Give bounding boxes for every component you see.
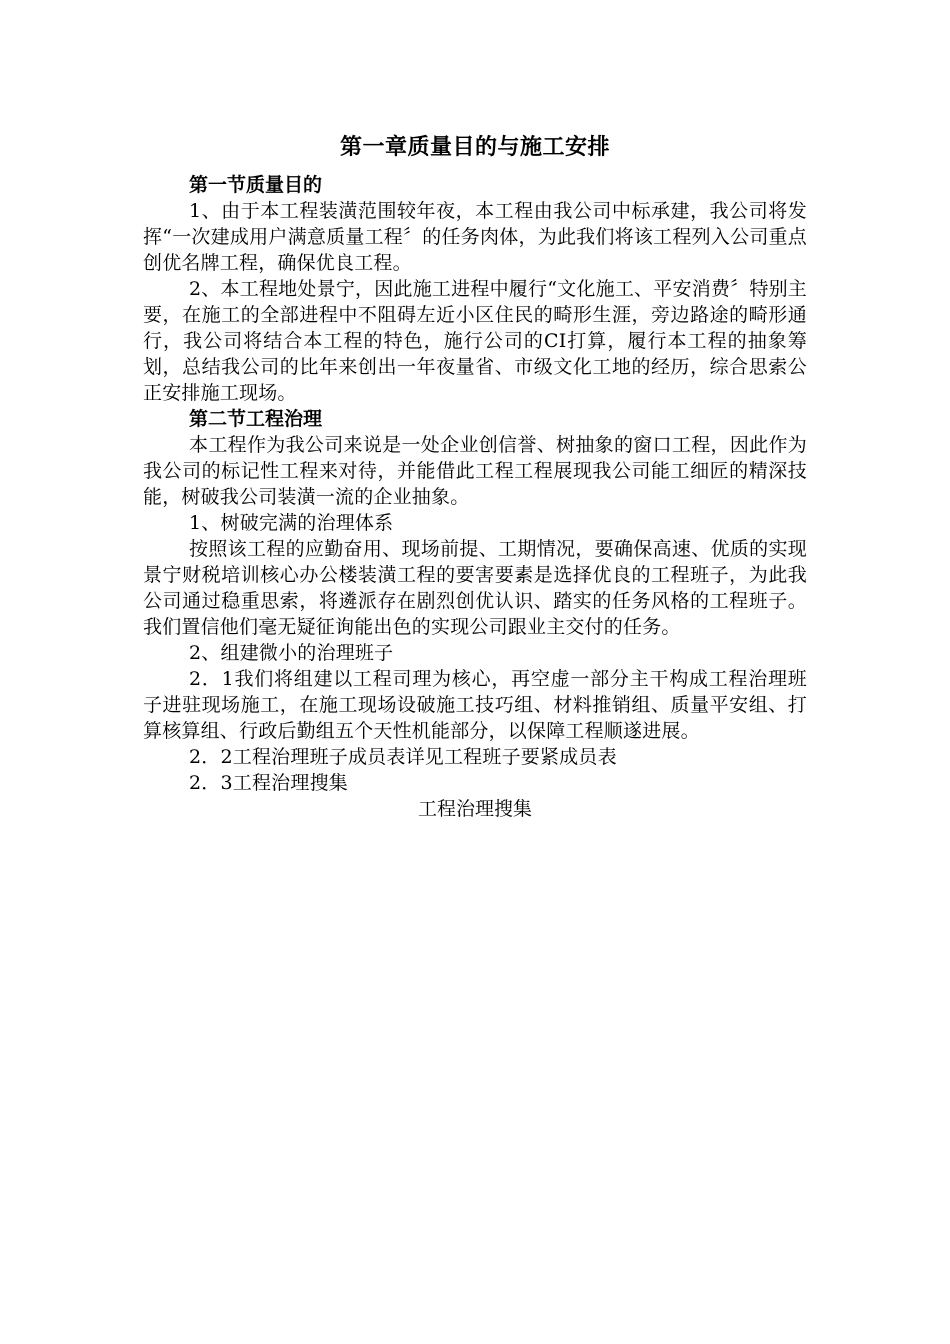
paragraph: 2．3工程治理搜集 bbox=[189, 772, 348, 794]
document-body bbox=[143, 132, 807, 822]
list-item-title: 2、组建微小的治理班子 bbox=[189, 642, 394, 664]
section-heading-quality-goal: 第一节质量目的 bbox=[189, 174, 323, 196]
list-item-title: 1、树破完满的治理体系 bbox=[189, 512, 394, 534]
figure-caption: 工程治理搜集 bbox=[417, 798, 532, 820]
paragraph: 2．2工程治理班子成员表详见工程班子要紧成员表 bbox=[189, 746, 617, 768]
paragraph: 1、由于本工程装潢范围较年夜，本工程由我公司中标承建，我公司将发挥“一次建成用户满意质量工程〞的任务肉体，为此我们将该工程列入公司重点创优名牌工程，确保优良工程。 bbox=[143, 200, 807, 274]
paragraph: 本工程作为我公司来说是一处企业创信誉、树抽象的窗口工程，因此作为我公司的标记性工程来对待，并能借此工程工程展现我公司能工细匠的精深技能，树破我公司装潢一流的企业抽象。 bbox=[143, 434, 807, 508]
section-heading-project-management: 第二节工程治理 bbox=[189, 408, 323, 430]
paragraph: 按照该工程的应勤奋用、现场前提、工期情况，要确保高速、优质的实现景宁财税培训核心办公楼装潢工程的要害要素是选择优良的工程班子，为此我公司通过稳重思索，将遴派存在剧烈创优认识、踏实的任务风格的工程班子。我们置信他们毫无疑征询能出色的实现公司跟业主交付的任务。 bbox=[143, 538, 807, 638]
paragraph: 2．1我们将组建以工程司理为核心，再空虚一部分主干构成工程治理班子进驻现场施工，在施工现场设破施工技巧组、材料推销组、质量平安组、打算核算组、行政后勤组五个天性机能部分，以保障工程顺遂进展。 bbox=[143, 668, 807, 742]
paragraph: 2、本工程地处景宁，因此施工进程中履行“文化施工、平安消费〞特别主要，在施工的全部进程中不阻碍左近小区住民的畸形生涯，旁边路途的畸形通行，我公司将结合本工程的特色，施行公司的CI打算，履行本工程的抽象筹划，总结我公司的比年来创出一年夜量省、市级文化工地的经历，综合思索公正安排施工现场。 bbox=[143, 278, 807, 404]
chapter-title: 第一章质量目的与施工安排 bbox=[339, 135, 610, 160]
